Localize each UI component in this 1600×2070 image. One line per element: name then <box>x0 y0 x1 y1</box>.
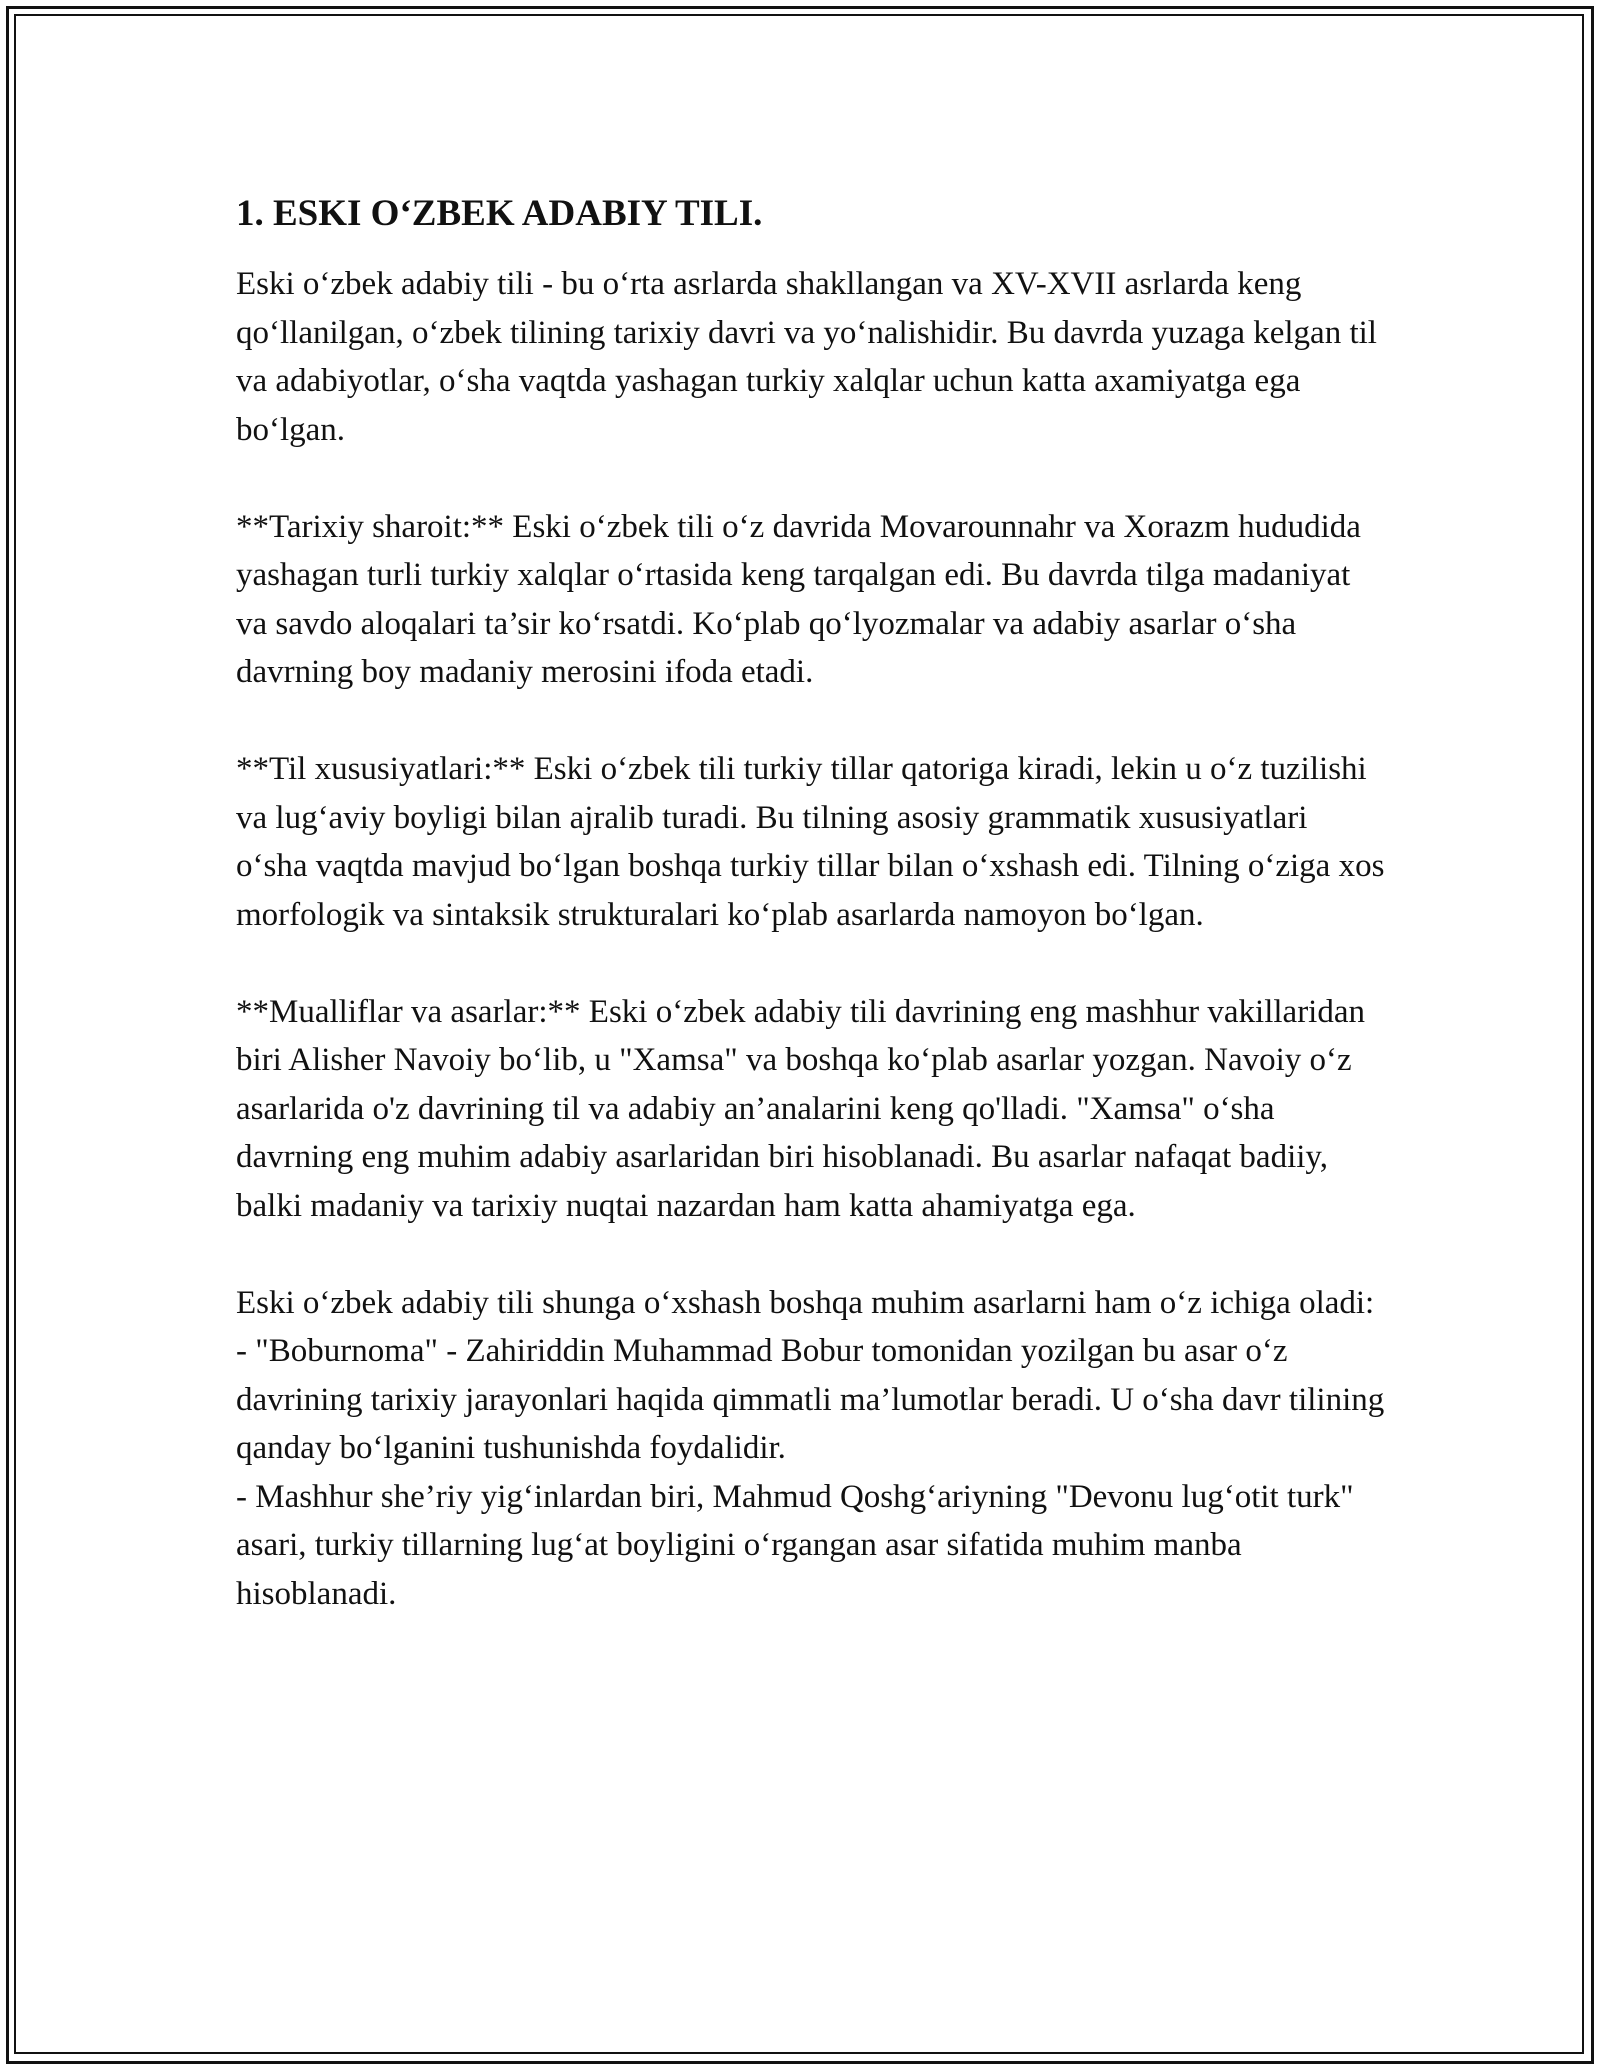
language-features-paragraph: **Til xususiyatlari:** Eski o‘zbek tili turkiy tillar qatoriga kiradi, lekin u o‘z tuzilishi va lug‘aviy boyligi bilan ajralib turadi. Bu tilning asosiy grammatik xususiyatlari o‘sha vaqtda mavjud bo‘lgan boshqa turkiy tillar bilan o‘xshash edi. Tilning o‘ziga xos morfologik va sintaksik strukturalari ko‘plab asarlarda namoyon bo‘lgan. <box>236 751 1385 933</box>
list-item-boburnoma: - "Boburnoma" - Zahiriddin Muhammad Bobur tomonidan yozilgan bu asar o‘z davrining tarixiy jarayonlari haqida qimmatli ma’lumotlar beradi. U o‘sha davr tilining qanday bo‘lganini tushunishda foydalidir. <box>236 1333 1385 1466</box>
authors-works-paragraph: **Mualliflar va asarlar:** Eski o‘zbek adabiy tili davrining eng mashhur vakillaridan biri Alisher Navoiy bo‘lib, u "Xamsa" va boshqa ko‘plab asarlar yozgan. Navoiy o‘z asarlarida o'z davrining til va adabiy an’analarini keng qo'lladi. "Xamsa" o‘sha davrning eng muhim adabiy asarlaridan biri hisoblanadi. Bu asarlar nafaqat badiiy, balki madaniy va tarixiy nuqtai nazardan ham katta ahamiyatga ega. <box>236 993 1365 1224</box>
list-item-devonu-lugotit-turk: - Mashhur she’riy yig‘inlardan biri, Mahmud Qoshg‘ariyning "Devonu lug‘otit turk" asari, turkiy tillarning lug‘at boyligini o‘rgangan asar sifatida muhim manba hisoblanadi. <box>236 1478 1354 1612</box>
historical-conditions-paragraph: **Tarixiy sharoit:** Eski o‘zbek tili o‘z davrida Movarounnahr va Xorazm hududida yashagan turli turkiy xalqlar o‘rtasida keng tarqalgan edi. Bu davrda tilga madaniyat va savdo aloqalari ta’sir ko‘rsatdi. Ko‘plab qo‘lyozmalar va adabiy asarlar o‘sha davrning boy madaniy merosini ifoda etadi. <box>236 508 1361 690</box>
other-works-intro-paragraph: Eski o‘zbek adabiy tili shunga o‘xshash boshqa muhim asarlarni ham o‘z ichiga oladi: <box>236 1284 1375 1321</box>
document-title: 1. ESKI O‘ZBEK ADABIY TILI. <box>236 193 763 234</box>
intro-paragraph: Eski o‘zbek adabiy tili - bu o‘rta asrlarda shakllangan va XV-XVII asrlarda keng qo‘llanilgan, o‘zbek tilining tarixiy davri va yo‘nalishidir. Bu davrda yuzaga kelgan til va adabiyotlar, o‘sha vaqtda yashagan turkiy xalqlar uchun katta axamiyatga ega bo‘lgan. <box>236 266 1377 448</box>
document-body <box>236 190 1386 1618</box>
